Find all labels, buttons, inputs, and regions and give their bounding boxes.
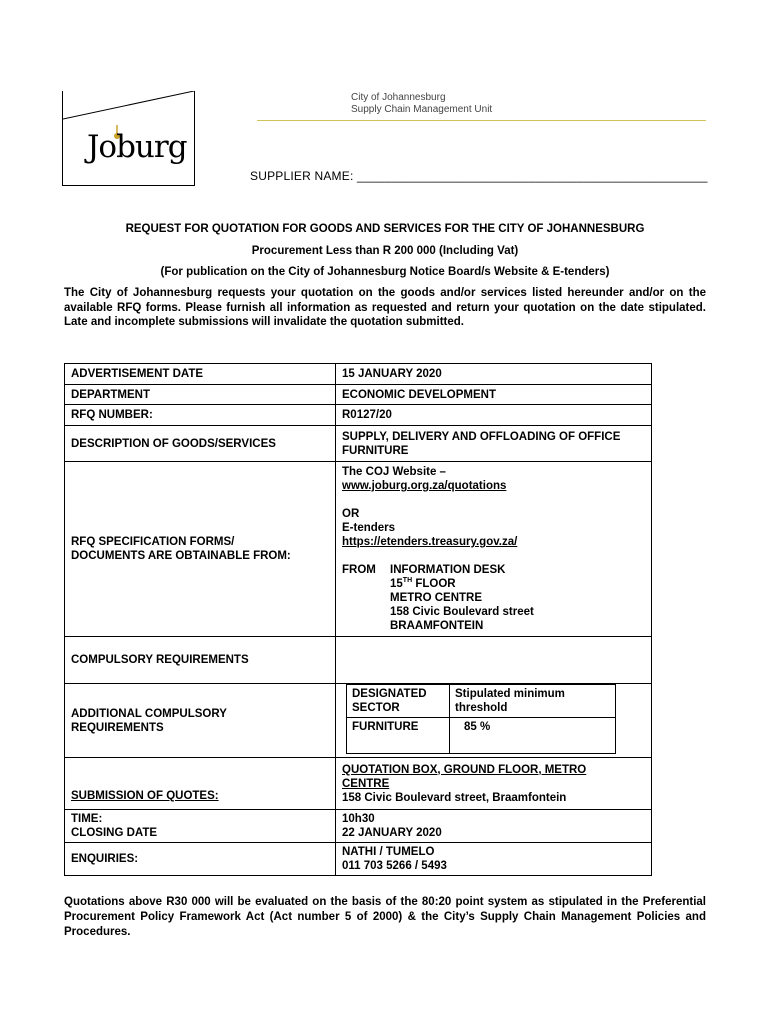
city-logo [62, 91, 195, 186]
threshold-value: 85 % [450, 718, 616, 754]
threshold-header: Stipulated minimum threshold [450, 685, 616, 718]
designated-sector-table [346, 684, 616, 754]
table-row [65, 758, 652, 810]
forms-label-line2: DOCUMENTS ARE OBTAINABLE FROM: [71, 550, 291, 562]
supplier-name-label: SUPPLIER NAME: [250, 169, 354, 183]
organisation-header [351, 92, 492, 116]
enquiries-value: NATHI / TUMELO 011 703 5266 / 5493 [336, 843, 652, 876]
logo-wordmark: Joburg [87, 129, 187, 165]
forms-source-value [336, 462, 652, 637]
from-label: FROM [342, 564, 376, 576]
forms-source-label [65, 462, 336, 637]
table-row [65, 637, 652, 684]
description-value: SUPPLY, DELIVERY AND OFFLOADING OF OFFICE FURNITURE [336, 426, 652, 462]
submission-value: QUOTATION BOX, GROUND FLOOR, METRO CENTRE 158 Civic Boulevard street, Braamfontein [336, 758, 652, 810]
address-line: METRO CENTRE [390, 592, 482, 604]
supplier-name-blank: ___________________________________________________ [357, 169, 708, 183]
table-row [347, 718, 616, 754]
address-line: 158 Civic Boulevard street [390, 606, 534, 618]
rfq-number-value: R0127/20 [336, 405, 652, 426]
etenders-link[interactable]: https://etenders.treasury.gov.za/ [342, 536, 518, 548]
advertisement-date-label: ADVERTISEMENT DATE [65, 364, 336, 385]
table-row [347, 685, 616, 718]
advertisement-date-value: 15 JANUARY 2020 [336, 364, 652, 385]
table-row [65, 426, 652, 462]
department-label: DEPARTMENT [65, 385, 336, 405]
submission-label: SUBMISSION OF QUOTES: [65, 758, 336, 810]
document-title: REQUEST FOR QUOTATION FOR GOODS AND SERVICES FOR THE CITY OF JOHANNESBURG [125, 223, 645, 235]
compulsory-requirements-label: COMPULSORY REQUIREMENTS [65, 637, 336, 684]
collection-address [342, 563, 645, 633]
etenders-text: E-tenders [342, 522, 396, 534]
sector-value: FURNITURE [347, 718, 450, 754]
coj-quotations-link[interactable]: www.joburg.org.za/quotations [342, 480, 507, 492]
evaluation-note: Quotations above R30 000 will be evaluated on the basis of the 80:20 point system as stipulated in the Preferential Procurement Policy Framework Act (Act number 5 of 2000) & the City’s Supply Chain Management Policies and Procedures. [64, 896, 706, 938]
org-unit: Supply Chain Management Unit [351, 104, 493, 115]
address-line: BRAAMFONTEIN [390, 620, 484, 632]
additional-requirements-label: ADDITIONAL COMPULSORY REQUIREMENTS [65, 684, 336, 758]
org-name: City of Johannesburg [351, 92, 446, 103]
table-row [65, 405, 652, 426]
department-value: ECONOMIC DEVELOPMENT [336, 385, 652, 405]
time-closing-value: 10h30 22 JANUARY 2020 [336, 810, 652, 843]
table-row [65, 385, 652, 405]
table-row [65, 843, 652, 876]
table-row [65, 810, 652, 843]
coj-website-text: The COJ Website – [342, 466, 446, 478]
time-closing-label: TIME: CLOSING DATE [65, 810, 336, 843]
address-line: INFORMATION DESK [390, 564, 506, 576]
header-divider [257, 120, 706, 121]
forms-label-line1: RFQ SPECIFICATION FORMS/ [71, 536, 235, 548]
table-row [65, 684, 652, 758]
enquiries-label: ENQUIRIES: [65, 843, 336, 876]
table-row [65, 462, 652, 637]
supplier-name-field [250, 169, 708, 183]
publication-subtitle: (For publication on the City of Johannesburg Notice Board/s Website & E-tenders) [160, 266, 610, 278]
procurement-subtitle: Procurement Less than R 200 000 (Including Vat) [251, 245, 519, 257]
table-row [65, 364, 652, 385]
intro-paragraph: The City of Johannesburg requests your quotation on the goods and/or services listed hereunder and/or on the available RFQ forms. Please furnish all information as requested and return your quotation on the date stipulated. Late and incomplete submissions will invalidate the quotation submitted. [64, 287, 706, 328]
address-line: 15TH FLOOR [390, 577, 456, 590]
rfq-number-label: RFQ NUMBER: [65, 405, 336, 426]
rfq-details-table [64, 363, 652, 876]
description-label: DESCRIPTION OF GOODS/SERVICES [65, 426, 336, 462]
additional-requirements-value [336, 684, 652, 758]
compulsory-requirements-value [336, 637, 652, 684]
designated-sector-header: DESIGNATED SECTOR [347, 685, 450, 718]
or-text: OR [342, 508, 360, 520]
